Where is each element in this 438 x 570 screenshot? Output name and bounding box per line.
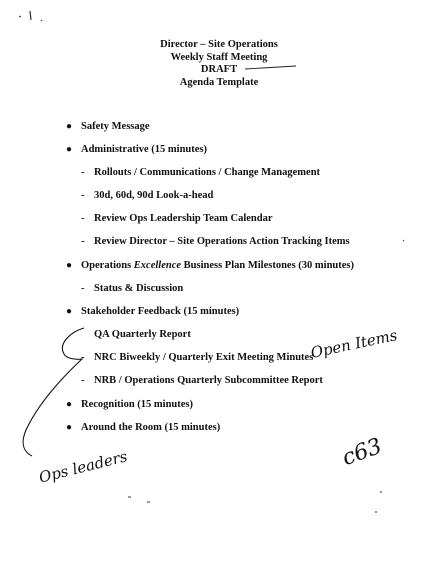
list-item: NRC Biweekly / Quarterly Exit Meeting Minutes xyxy=(94,352,314,363)
list-item: Recognition (15 minutes) xyxy=(81,399,193,410)
header-title: Director – Site Operations xyxy=(160,39,278,50)
dash-icon: - xyxy=(81,283,85,294)
handwritten-note-open-items: Open Items xyxy=(309,326,399,362)
dash-icon: - xyxy=(81,190,85,201)
dash-icon: - xyxy=(81,352,85,363)
list-item: Status & Discussion xyxy=(94,283,184,294)
list-item: Review Ops Leadership Team Calendar xyxy=(94,213,273,224)
list-item: 30d, 60d, 90d Look-a-head xyxy=(94,190,214,201)
list-item: Stakeholder Feedback (15 minutes) xyxy=(81,306,240,317)
dash-icon: - xyxy=(81,236,85,247)
list-item: Around the Room (15 minutes) xyxy=(81,422,221,433)
handwritten-note-ops-leaders: Ops leaders xyxy=(37,447,130,487)
bullet-icon: ● xyxy=(66,306,73,317)
dash-icon: - xyxy=(81,167,85,178)
bullet-icon: ● xyxy=(66,121,73,132)
bullet-icon: ● xyxy=(66,144,73,155)
header-subtitle: Weekly Staff Meeting xyxy=(170,51,268,63)
list-item: QA Quarterly Report xyxy=(94,329,191,340)
header-agenda: Agenda Template xyxy=(179,76,259,88)
header-draft: DRAFT xyxy=(200,64,238,75)
dash-icon: - xyxy=(81,375,85,386)
list-item: Administrative (15 minutes) xyxy=(81,144,207,155)
bullet-icon: ● xyxy=(66,422,73,433)
list-item: Operations Excellence Business Plan Milestones (30 minutes) xyxy=(81,260,354,271)
bullet-icon: ● xyxy=(66,399,73,410)
dash-icon: - xyxy=(81,213,85,224)
list-item: NRB / Operations Quarterly Subcommittee Report xyxy=(94,375,323,386)
list-item: Rollouts / Communications / Change Management xyxy=(94,167,321,178)
list-item: Review Director – Site Operations Action Tracking Items xyxy=(94,236,350,247)
handwritten-note-c63: c63 xyxy=(338,433,386,472)
bullet-icon: ● xyxy=(66,260,73,271)
list-item: Safety Message xyxy=(81,121,150,132)
